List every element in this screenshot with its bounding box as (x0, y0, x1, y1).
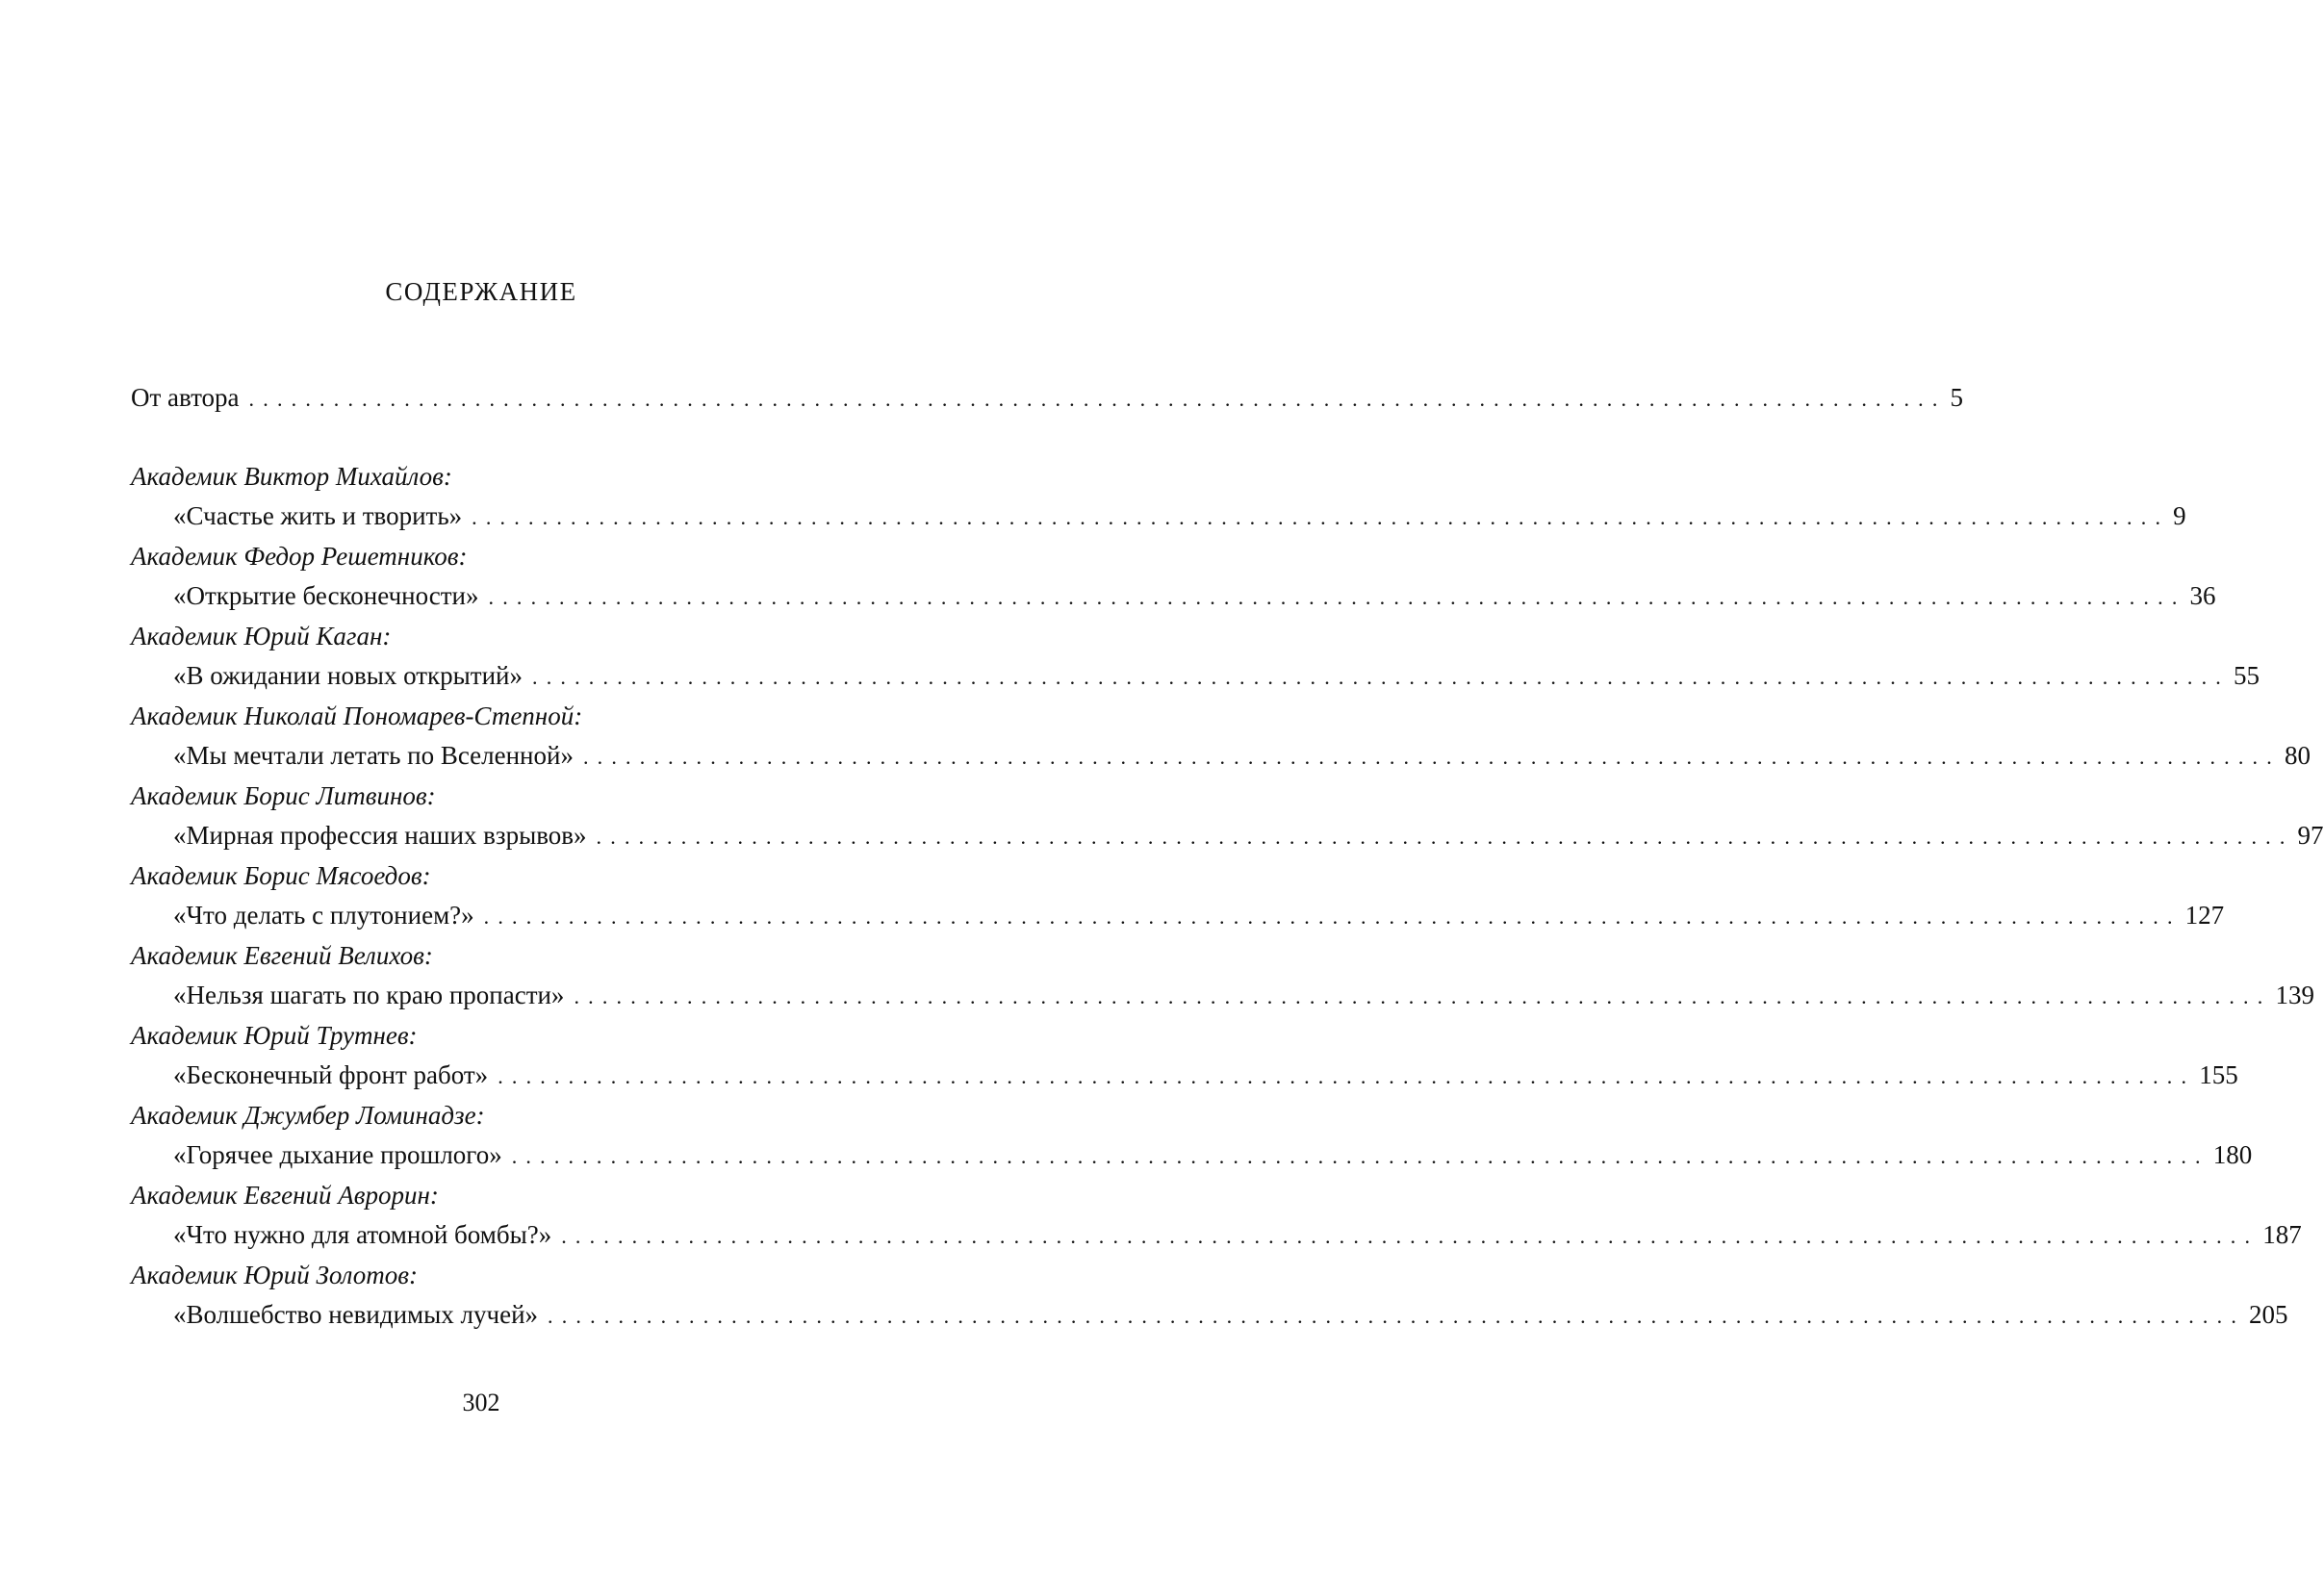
toc-chapter-title: «Горячее дыхание прошлого» (173, 1140, 502, 1169)
toc-chapter-title: «Что нужно для атомной бомбы?» (173, 1220, 552, 1249)
toc-page-number: 127 (2184, 901, 2225, 930)
toc-author: Академик Федор Решетников: (131, 542, 468, 571)
toc-author: Академик Николай Пономарев-Степной: (131, 701, 583, 730)
toc-chapter-line (173, 1300, 2288, 1339)
dot-leader: ........................................................................................................................ (511, 1144, 2209, 1168)
dot-leader: ........................................................................................................................ (248, 387, 1947, 411)
toc-chapter-title: «Мирная профессия наших взрывов» (173, 821, 587, 850)
toc-page-number: 36 (2189, 581, 2216, 610)
toc-chapter-title: «Счастье жить и творить» (173, 501, 463, 530)
toc-author: Академик Юрий Трутнев: (131, 1021, 418, 1050)
toc-author: Академик Борис Мясоедов: (131, 861, 431, 890)
toc-chapter-line (173, 1140, 2253, 1179)
page-title: СОДЕРЖАНИЕ (385, 277, 577, 306)
toc-chapter-title: «В ожидании новых открытий» (173, 661, 523, 690)
toc-author: Академик Евгений Аврорин: (131, 1181, 439, 1210)
toc-author: Академик Виктор Михайлов: (131, 462, 452, 491)
toc-chapter-title: «Что делать с плутонием?» (173, 901, 474, 930)
dot-leader: ........................................................................................................................ (574, 984, 2272, 1008)
toc-chapter-title: «Бесконечный фронт работ» (173, 1060, 489, 1089)
toc-chapter-line (173, 981, 2314, 1019)
toc-chapter-line (173, 901, 2225, 939)
toc-chapter-line (173, 501, 2186, 540)
dot-leader: ........................................................................................................................ (498, 1064, 2196, 1088)
toc-page-number: 9 (2173, 501, 2186, 530)
toc-author: Академик Джумбер Ломинадзе: (131, 1101, 485, 1130)
toc-chapter-title: «Волшебство невидимых лучей» (173, 1300, 539, 1329)
toc-chapter-line (173, 1060, 2238, 1099)
toc-chapter-line (173, 821, 2324, 859)
dot-leader: ........................................................................................................................ (488, 585, 2186, 609)
toc-page-number: 180 (2212, 1140, 2253, 1169)
dot-leader: ........................................................................................................................ (548, 1304, 2246, 1328)
toc-page-number: 80 (2284, 741, 2311, 770)
toc-page-number: 155 (2199, 1060, 2238, 1089)
toc-page-number: 55 (2234, 661, 2260, 690)
toc-author: Академик Евгений Велихов: (131, 941, 433, 970)
toc-intro-label: От автора (131, 383, 240, 412)
page-number: 302 (462, 1389, 500, 1416)
toc-author: Академик Юрий Каган: (131, 622, 392, 650)
toc-author: Академик Юрий Золотов: (131, 1261, 418, 1289)
dot-leader: ........................................................................................................................ (483, 905, 2182, 929)
dot-leader: ........................................................................................................................ (532, 665, 2230, 689)
toc-page-number: 205 (2249, 1300, 2288, 1329)
dot-leader: ........................................................................................................................ (596, 825, 2294, 849)
toc-page-number: 187 (2262, 1220, 2302, 1249)
dot-leader: ........................................................................................................................ (561, 1224, 2260, 1248)
dot-leader: ........................................................................................................................ (582, 745, 2281, 769)
toc-intro-page: 5 (1950, 383, 1964, 412)
toc-chapter-line (173, 581, 2216, 620)
toc-intro-line (131, 383, 1964, 421)
toc-page-number: 97 (2297, 821, 2324, 850)
toc-chapter-line (173, 1220, 2302, 1259)
toc-author: Академик Борис Литвинов: (131, 781, 436, 810)
toc-page-number: 139 (2275, 981, 2314, 1009)
dot-leader: ........................................................................................................................ (472, 505, 2170, 529)
toc-chapter-title: «Нельзя шагать по краю пропасти» (173, 981, 565, 1009)
toc-chapter-title: «Мы мечтали летать по Вселенной» (173, 741, 574, 770)
toc-chapter-title: «Открытие бесконечности» (173, 581, 479, 610)
toc-chapter-line (173, 741, 2311, 779)
toc-chapter-line (173, 661, 2260, 700)
